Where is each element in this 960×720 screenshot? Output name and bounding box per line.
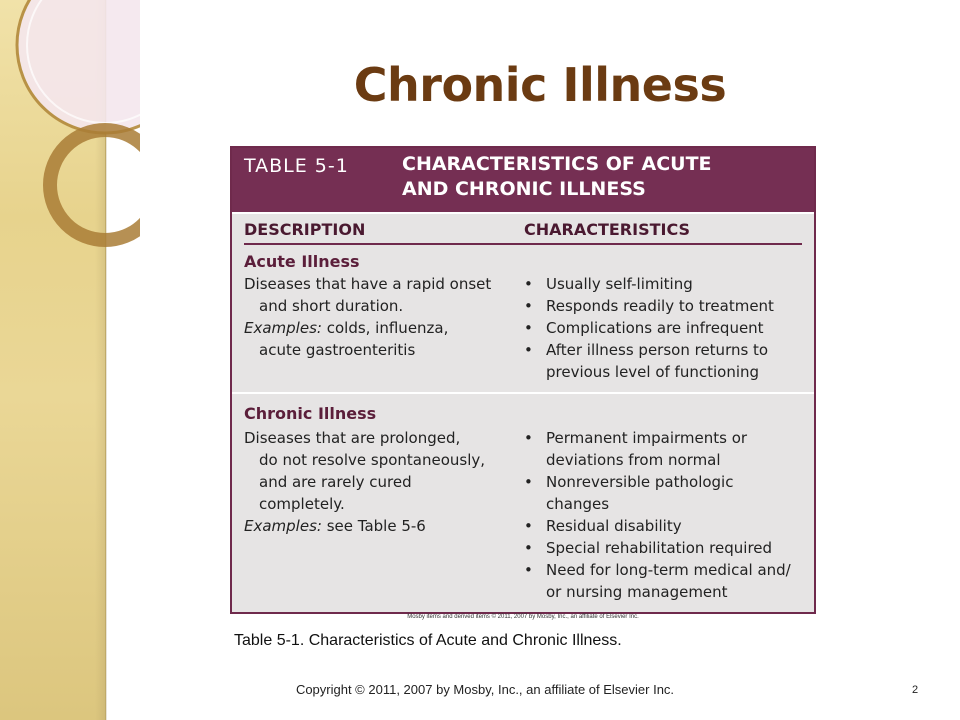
acute-desc-line: Diseases that have a rapid onset (244, 275, 492, 293)
table-figure (230, 146, 816, 614)
bullet-icon: • (524, 473, 533, 491)
column-header-characteristics: CHARACTERISTICS (524, 220, 691, 239)
acute-characteristic: previous level of functioning (546, 363, 760, 381)
figure-caption: Table 5-1. Characteristics of Acute and Chronic Illness. (234, 632, 622, 649)
table-number: TABLE 5-1 (244, 155, 349, 177)
chronic-characteristic: or nursing management (546, 583, 728, 601)
footer-copyright: Copyright © 2011, 2007 by Mosby, Inc., an affiliate of Elsevier Inc. (295, 682, 675, 697)
chronic-characteristic: Need for long-term medical and/ (546, 561, 791, 579)
chronic-characteristic: Nonreversible pathologic (546, 473, 734, 491)
acute-examples-line (244, 319, 448, 337)
examples-text: see Table 5-6 (321, 517, 426, 535)
table-source-note: Mosby items and derived items © 2011, 2007 by Mosby, Inc., an affiliate of Elsevier Inc. (407, 614, 639, 620)
chronic-desc-line: and are rarely cured (259, 473, 412, 491)
chronic-desc-line: Diseases that are prolonged, (244, 429, 461, 447)
section-divider (232, 392, 814, 394)
chronic-characteristic: Special rehabilitation required (546, 539, 773, 557)
bullet-icon: • (524, 429, 533, 447)
bullet-icon: • (524, 297, 533, 315)
table-caption-line2: AND CHRONIC ILLNESS (402, 178, 646, 200)
column-header-rule (244, 243, 802, 245)
examples-label: Examples: (244, 517, 322, 535)
pink-ring (17, 0, 140, 133)
chronic-examples-line (244, 517, 426, 535)
slide-title: Chronic Illness (353, 58, 727, 112)
chronic-characteristic: changes (546, 495, 610, 513)
gold-ring (50, 130, 140, 240)
bullet-icon: • (524, 319, 533, 337)
bullet-icon: • (524, 341, 533, 359)
column-header-description: DESCRIPTION (244, 220, 366, 239)
acute-desc-line: and short duration. (259, 297, 404, 315)
acute-characteristic: Usually self-limiting (546, 275, 693, 293)
examples-text: colds, influenza, (321, 319, 449, 337)
chronic-section-title: Chronic Illness (244, 404, 377, 423)
bullet-icon: • (524, 561, 533, 579)
bullet-icon: • (524, 539, 533, 557)
acute-examples-cont: acute gastroenteritis (259, 341, 416, 359)
table-header (232, 148, 814, 214)
acute-section-title: Acute Illness (244, 252, 360, 271)
table-caption-line1: CHARACTERISTICS OF ACUTE (402, 153, 712, 175)
table-caption (402, 152, 802, 202)
page-number: 2 (912, 684, 919, 696)
bullet-icon: • (524, 275, 533, 293)
bullet-icon: • (524, 517, 533, 535)
examples-label: Examples: (244, 319, 322, 337)
chronic-characteristic: Permanent impairments or (546, 429, 748, 447)
acute-characteristic: Responds readily to treatment (546, 297, 774, 315)
chronic-desc-line: do not resolve spontaneously, (259, 451, 486, 469)
chronic-characteristic: deviations from normal (546, 451, 721, 469)
acute-characteristic: Complications are infrequent (546, 319, 764, 337)
chronic-desc-line: completely. (259, 495, 345, 513)
decorative-rings (0, 0, 140, 260)
acute-characteristic: After illness person returns to (546, 341, 769, 359)
chronic-characteristic: Residual disability (546, 517, 682, 535)
